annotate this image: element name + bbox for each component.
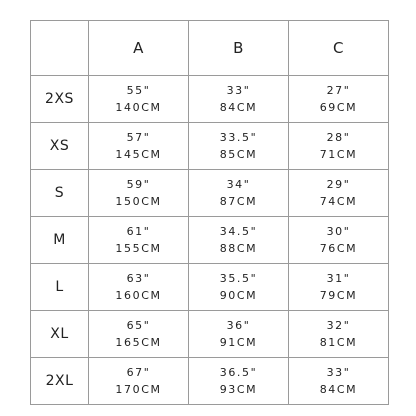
size-label: XS bbox=[31, 123, 89, 170]
measure-cell-a bbox=[89, 217, 189, 264]
size-row-l bbox=[31, 264, 389, 311]
cm-value: 165CM bbox=[115, 336, 162, 349]
inch-value: 63" bbox=[126, 272, 151, 285]
inch-value: 28" bbox=[326, 131, 351, 144]
measure-cell-c bbox=[289, 170, 389, 217]
size-row-2xl bbox=[31, 358, 389, 405]
size-label: S bbox=[31, 170, 89, 217]
measure-cell-b bbox=[189, 358, 289, 405]
inch-value: 61" bbox=[126, 225, 151, 238]
size-label: M bbox=[31, 217, 89, 264]
inch-value: 27" bbox=[326, 84, 351, 97]
header-cell-a: A bbox=[89, 21, 189, 76]
cm-value: 160CM bbox=[115, 289, 162, 302]
cm-value: 74CM bbox=[319, 195, 358, 208]
inch-value: 33.5" bbox=[219, 131, 258, 144]
inch-value: 35.5" bbox=[219, 272, 258, 285]
inch-value: 34" bbox=[226, 178, 251, 191]
inch-value: 33" bbox=[226, 84, 251, 97]
inch-value: 32" bbox=[326, 319, 351, 332]
measure-cell-b bbox=[189, 123, 289, 170]
measure-cell-a bbox=[89, 264, 189, 311]
measure-cell-c bbox=[289, 311, 389, 358]
inch-value: 34.5" bbox=[219, 225, 258, 238]
cm-value: 155CM bbox=[115, 242, 162, 255]
cm-value: 85CM bbox=[219, 148, 258, 161]
inch-value: 55" bbox=[126, 84, 151, 97]
header-row bbox=[31, 21, 389, 76]
measure-cell-c bbox=[289, 123, 389, 170]
size-row-s bbox=[31, 170, 389, 217]
measure-cell-c bbox=[289, 76, 389, 123]
header-cell-b: B bbox=[189, 21, 289, 76]
measure-cell-a bbox=[89, 170, 189, 217]
inch-value: 31" bbox=[326, 272, 351, 285]
inch-value: 29" bbox=[326, 178, 351, 191]
measure-cell-c bbox=[289, 217, 389, 264]
size-chart-table bbox=[30, 20, 389, 405]
cm-value: 69CM bbox=[319, 101, 358, 114]
measure-cell-a bbox=[89, 311, 189, 358]
measure-cell-c bbox=[289, 358, 389, 405]
size-label: 2XL bbox=[31, 358, 89, 405]
cm-value: 81CM bbox=[319, 336, 358, 349]
cm-value: 79CM bbox=[319, 289, 358, 302]
measure-cell-a bbox=[89, 123, 189, 170]
header-cell-c: C bbox=[289, 21, 389, 76]
cm-value: 90CM bbox=[219, 289, 258, 302]
cm-value: 84CM bbox=[319, 383, 358, 396]
cm-value: 170CM bbox=[115, 383, 162, 396]
size-row-2xs bbox=[31, 76, 389, 123]
cm-value: 91CM bbox=[219, 336, 258, 349]
size-row-xl bbox=[31, 311, 389, 358]
inch-value: 36" bbox=[226, 319, 251, 332]
measure-cell-c bbox=[289, 264, 389, 311]
inch-value: 33" bbox=[326, 366, 351, 379]
inch-value: 65" bbox=[126, 319, 151, 332]
cm-value: 93CM bbox=[219, 383, 258, 396]
size-label: L bbox=[31, 264, 89, 311]
cm-value: 140CM bbox=[115, 101, 162, 114]
measure-cell-b bbox=[189, 217, 289, 264]
measure-cell-b bbox=[189, 311, 289, 358]
size-label: XL bbox=[31, 311, 89, 358]
measure-cell-b bbox=[189, 170, 289, 217]
measure-cell-a bbox=[89, 76, 189, 123]
size-label: 2XS bbox=[31, 76, 89, 123]
inch-value: 67" bbox=[126, 366, 151, 379]
cm-value: 87CM bbox=[219, 195, 258, 208]
cm-value: 84CM bbox=[219, 101, 258, 114]
inch-value: 30" bbox=[326, 225, 351, 238]
inch-value: 59" bbox=[126, 178, 151, 191]
cm-value: 76CM bbox=[319, 242, 358, 255]
cm-value: 88CM bbox=[219, 242, 258, 255]
measure-cell-b bbox=[189, 264, 289, 311]
size-row-xs bbox=[31, 123, 389, 170]
cm-value: 145CM bbox=[115, 148, 162, 161]
inch-value: 36.5" bbox=[219, 366, 258, 379]
header-corner-cell bbox=[31, 21, 89, 76]
cm-value: 150CM bbox=[115, 195, 162, 208]
inch-value: 57" bbox=[126, 131, 151, 144]
cm-value: 71CM bbox=[319, 148, 358, 161]
size-row-m bbox=[31, 217, 389, 264]
measure-cell-b bbox=[189, 76, 289, 123]
measure-cell-a bbox=[89, 358, 189, 405]
